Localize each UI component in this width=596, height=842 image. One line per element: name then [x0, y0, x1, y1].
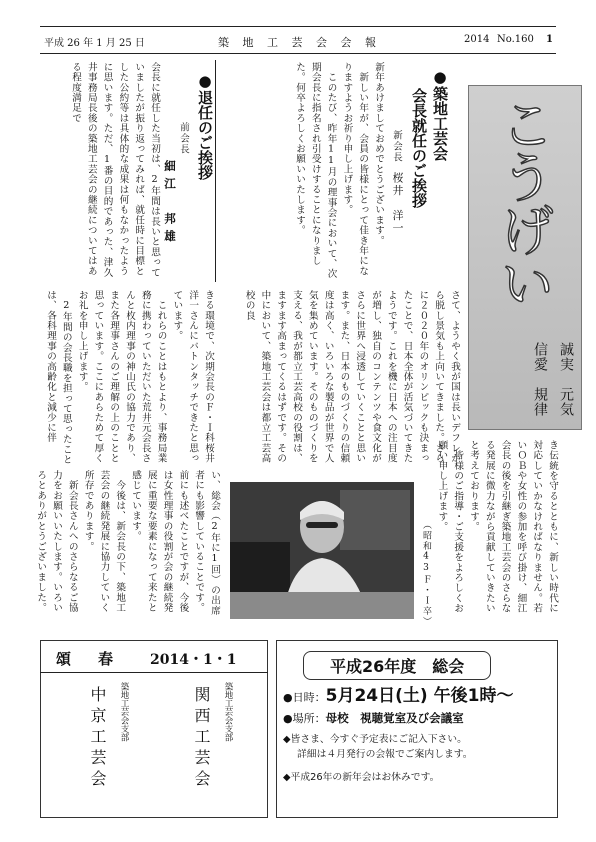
header-rule-bottom: [40, 53, 556, 54]
branch1-small: 築地工芸会支部: [119, 682, 129, 742]
meeting-note-2: 詳細は４月発行の会報でご案内します。: [297, 749, 473, 760]
article1-name: 桜井 洋一: [391, 172, 404, 235]
article2-col1: 会長に就任した当初は、2年間は長いと思っていましたが振り返ってみれば、就任時に目標とした公約等は具体的な成果は何もなかったように思います。ただ、1番の目的であった、津久井事務局長後の築地工芸会の継続についてはある程度満足で: [70, 62, 160, 278]
greeting-divider: [40, 672, 268, 673]
article1-role: 新会長: [391, 130, 402, 163]
header-year: 2014: [464, 34, 490, 45]
place-value: 母校 視聴覚室及び会議室: [325, 711, 464, 725]
meeting-date-row: [283, 681, 514, 706]
article-separator: [215, 60, 216, 282]
logo-text: こうげい: [491, 96, 555, 308]
branch2-small: 築地工芸会支部: [223, 682, 233, 742]
article2-headline: ●退任のご挨拶: [196, 72, 214, 180]
branch1-name: 中京工芸会: [88, 686, 107, 791]
motto-left: 信愛 規律: [532, 342, 548, 417]
greeting-date: 2014・1・1: [150, 652, 237, 668]
article1-col3: き伝統を守るとともに、新しい時代に対応していかなければなりません。若いＯＢや女性の参加を呼び掛け、細江会長の後を引継ぎ築地工芸会のさらなる発展に微力ながら貢献していきたいと考えております。 皆様のご指導・ご支援をよろしくお願い申し上げます。: [436, 440, 558, 614]
article2-name: 細江 邦雄: [163, 160, 177, 248]
branch2-name: 関西工芸会: [192, 686, 211, 791]
header-title: 築 地 工 芸 会 会 報: [218, 36, 381, 49]
meeting-note-3: ◆平成26年の新年会はお休みです。: [283, 772, 440, 783]
header-date: 平成 26 年 1 月 25 日: [44, 38, 145, 49]
header-issue: No.160: [497, 34, 534, 45]
place-label: ●場所：: [283, 712, 326, 725]
date-value: 5月24日: [325, 686, 396, 706]
meeting-title: 平成26年度 総会: [303, 651, 491, 680]
article1-col1: 新年あけましておめでとうございます。 新しい年が、会員の皆様にとって佳き年になりますようお祈り申し上げます。 このたび、昨年11月の理事会において、次期会長に指名され引受けすることになりました。何卒よろしくお願いいたします。: [294, 62, 384, 279]
photo-illustration: [230, 482, 414, 619]
date-time: 午後1時～: [433, 686, 514, 706]
article2-role: 前会長: [178, 122, 189, 155]
article1-note: （昭和43Ｆ・Ｉ卒）: [421, 520, 431, 627]
meeting-note-1: ◆皆さま、今すぐ予定表にご記入下さい。: [283, 734, 467, 745]
meeting-place-row: [283, 707, 464, 726]
date-label: ●日時：: [283, 691, 326, 704]
date-dow: (土): [395, 686, 428, 706]
president-photo: [230, 482, 414, 619]
article1-headline-2: 会長就任のご挨拶: [410, 88, 428, 208]
greeting-title: 頌 春: [56, 650, 120, 668]
article2-col2: きる環境で、次期会長のＦ・Ｉ科桜井洋一さんにバトンタッチできたと思っています。 これらのことはもとより、事務局業務に携わっていただいた荒井元会長さんと枚内理事の神山氏の協力であり、また各理事さんのご理解の上のことと思っています。ここにあらためて厚くお礼を申し上げます。 2年間の会長職を担って思ったことは、各科理事の高齢化と減少に伴: [45, 290, 214, 465]
article1-col2: さて、ようやく我が国は長いデフレから脱し景気も上向いてきました。さらに２０２０年のオリンピックも決まったことで、日本全体が活気づいてきたようです。これを機に日本への注目度が増し、独自のコンテンツや食文化がさらに世界へ浸透していくことと思います。また、日本のものづくりの信頼度は高く、いろいろな製品が世界で人気を集めています。そのものづくりを支える、我が都立工芸高校の役割は、ますます高まってくるはずです。その中において、築地工芸会は都立工芸高校の良: [243, 290, 460, 464]
motto-right: 誠実 元気: [558, 342, 574, 417]
header-page: 1: [546, 34, 553, 45]
general-meeting-content: [283, 647, 549, 807]
header-rule-top: [40, 26, 556, 27]
article1-headline-1: ●築地工芸会: [431, 68, 449, 161]
article2-col3: い、総会（2年に1回）の出席者にも影響していることです。前にも述べたことですが、今後は女性理事の役割が会の継続発展に重要な要素になって来たと感じています。 今後は、新会長の下、築地工芸会の継続発展に協力していく所存であります。 新会長さんへのさらなるご協力をお願いいたします。いろいろとありがとうございました。: [35, 470, 220, 616]
masthead-logo: [468, 85, 582, 430]
